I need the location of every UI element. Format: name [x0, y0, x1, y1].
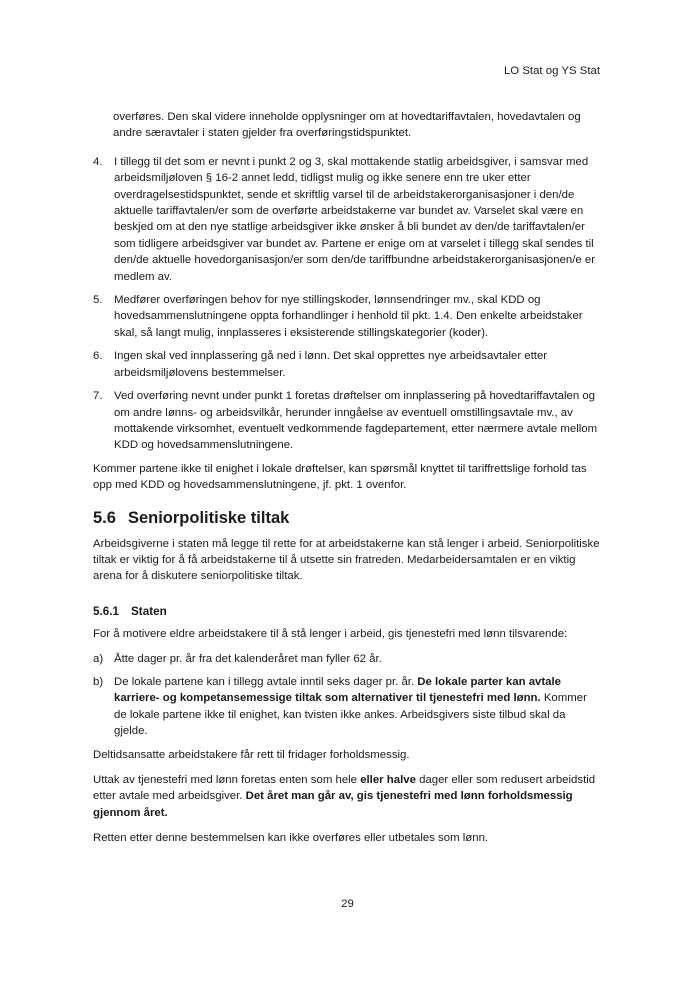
list-item-number: 5.: [93, 294, 103, 307]
section-title: Seniorpolitiske tiltak: [127, 508, 290, 527]
numbered-list-item-5: [93, 292, 602, 341]
document-content: [93, 109, 602, 856]
list-item-number: 4.: [93, 155, 103, 168]
lettered-list-item-b: [93, 674, 602, 740]
paragraph-tariff-dispute: Kommer partene ikke til enighet i lokale drøftelser, kan spørsmål knyttet til tariffrettslige forhold tas opp med KDD og hovedsammenslutningene, jf. pkt. 1 ovenfor.: [93, 462, 587, 492]
numbered-list-item-4: [93, 154, 602, 285]
page-header: LO Stat og YS Stat: [503, 65, 600, 77]
list-item-number: 7.: [93, 390, 103, 403]
numbered-list-item-7: [93, 388, 602, 454]
numbered-list-item-6: [93, 348, 602, 381]
paragraph-parttime: Deltidsansatte arbeidstakere får rett til fridager forholdsmessig.: [93, 748, 410, 761]
list-item-text: De lokale partene kan i tillegg avtale inntil seks dager pr. år. De lokale parter kan avtale karriere- og kompetansemessige tiltak som alternativer til tjenestefri med lønn. Kommer de lokale partene ikke til enighet, kan tvisten ikke ankes. Arbeidsgivers siste tilbud skal da gjelde.: [114, 675, 587, 738]
continuation-paragraph: overføres. Den skal videre inneholde opplysninger om at hovedtariffavtalen, hovedavtalen og andre særavtaler i staten gjelder fra overføringstidspunktet.: [113, 111, 581, 140]
list-item-letter: b): [93, 675, 104, 688]
subsection-number: 5.6.1: [93, 604, 119, 618]
list-item-text: Ingen skal ved innplassering gå ned i lønn. Det skal opprettes nye arbeidsavtaler etter arbeidsmiljølovens bestemmelser.: [114, 350, 548, 379]
list-item-text: Åtte dager pr. år fra det kalenderåret man fyller 62 år.: [114, 652, 382, 665]
section-number: 5.6: [93, 508, 116, 527]
list-item-text: I tillegg til det som er nevnt i punkt 2 og 3, skal mottakende statlig arbeidsgiver, i samsvar med arbeidsmiljøloven § 16-2 annet ledd, tidligst mulig og ikke senere enn tre uker etter overdragelsestidspunktet, sende et skriftlig varsel til de arbeidstakerorganisasjoner i den/de aktuelle tariffavtalen/er som de overførte arbeidstakerne var bundet av. Varselet skal være en beskjed om at den nye statlige arbeidsgiver ikke ønsker å bli bundet av den/de tariffavtalen/er som tidligere arbeidsgiver var bundet av. Partene er enige om at varselet i tillegg skal sendes til den/de aktuelle hovedorganisasjon/er som den/de tariffbundne arbeidstakerorganisasjonen/e er medlem av.: [114, 155, 596, 283]
list-item-letter: a): [93, 652, 104, 665]
section-heading: [93, 508, 602, 528]
paragraph-leave-usage: Uttak av tjenestefri med lønn foretas enten som hele eller halve dager eller som redusert arbeidstid etter avtale med arbeidsgiver. Det året man går av, gis tjenestefri med lønn forholdsmessig gjennom året.: [93, 774, 596, 819]
list-item-text: Ved overføring nevnt under punkt 1 foretas drøftelser om innplassering på hovedtariffavtalen og om andre lønns- og arbeidsvilkår, herunder inngåelse av eventuell omstillingsavtale mv., av mottakende virksomhet, eventuelt vedkommende fagdepartement, etter nærmere avtale mellom KDD og hovedsammenslutningene.: [114, 390, 598, 452]
list-item-number: 6.: [93, 350, 103, 363]
subsection-intro-paragraph: For å motivere eldre arbeidstakere til å stå lenger i arbeid, gis tjenestefri med lønn tilsvarende:: [93, 628, 568, 641]
lettered-list-item-a: [93, 651, 602, 667]
subsection-heading: [93, 604, 602, 620]
subsection-title: Staten: [131, 604, 167, 618]
section-intro-paragraph: Arbeidsgiverne i staten må legge til rette for at arbeidstakerne kan stå lenger i arbeid. Seniorpolitiske tiltak er viktig for å få arbeidstakerne til å utsette sin fratreden. Medarbeidersamtalen er en viktig arena for å diskutere seniorpolitiske tiltak.: [93, 537, 600, 583]
page-number: 29: [341, 898, 354, 910]
list-item-text: Medfører overføringen behov for nye stillingskoder, lønnsendringer mv., skal KDD og hovedsammenslutningene oppta forhandlinger i henhold til pkt. 1.4. Den enkelte arbeidstaker skal, så langt mulig, innplasseres i eksisterende stillingskategorier (koder).: [114, 294, 583, 339]
paragraph-non-transferable: Retten etter denne bestemmelsen kan ikke overføres eller utbetales som lønn.: [93, 832, 489, 845]
